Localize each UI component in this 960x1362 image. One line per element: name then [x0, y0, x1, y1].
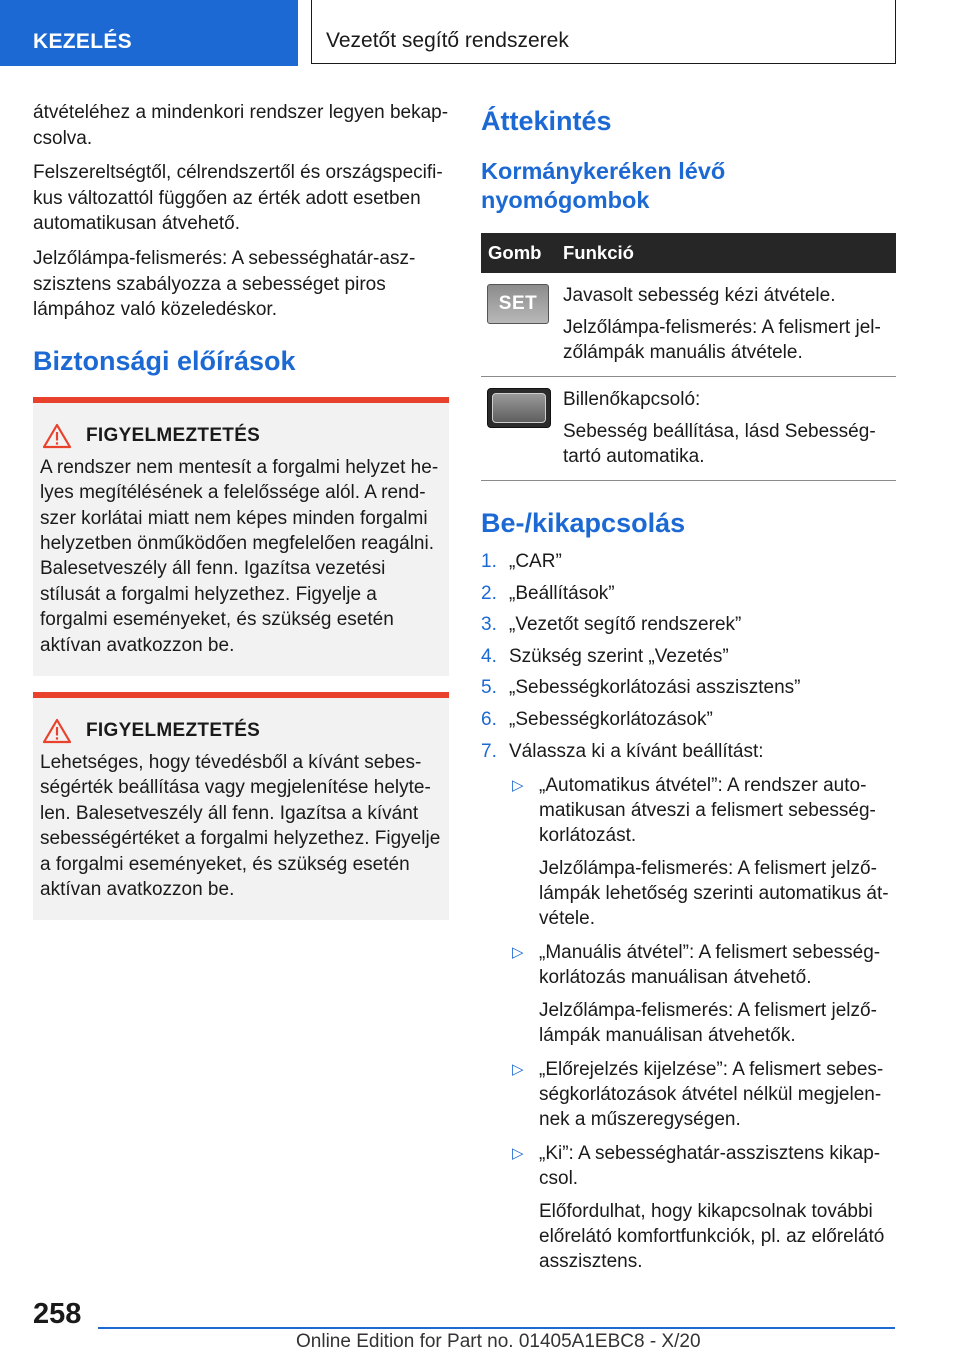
option-text: Jelzőlámpa-felismerés: A felismert jelzőlámpák manuálisan átvehetők.	[539, 999, 877, 1046]
options-list	[509, 773, 896, 1274]
body-paragraph: átvételéhez a mindenkori rendszer legyen bekapcsolva.	[33, 102, 449, 149]
step-text: Válassza ki a kívánt beállítást:	[509, 740, 764, 762]
footer-divider	[98, 1327, 895, 1329]
step-number: 6.	[481, 708, 497, 730]
warning-box	[33, 692, 449, 920]
option-text: „Manuális átvétel”: A felismert sebességkorlátozás manuálisan átvehető.	[539, 941, 881, 988]
option-item	[509, 773, 896, 931]
function-text: Billenőkapcsoló:	[563, 389, 701, 410]
step-number: 3.	[481, 614, 497, 636]
table-cell-function	[563, 377, 896, 481]
warning-header	[40, 718, 441, 744]
triangle-bullet-icon: ▷	[512, 776, 524, 794]
function-text: Sebesség beállítása, lásd Sebességtartó automatika.	[563, 421, 876, 467]
table-cell-button	[481, 273, 563, 377]
function-text: Jelzőlámpa-felismerés: A felismert jelzőlámpák manuális átvétele.	[563, 317, 881, 363]
option-item	[509, 1057, 896, 1132]
triangle-bullet-icon: ▷	[512, 943, 524, 961]
table-cell-function	[563, 273, 896, 377]
buttons-table	[481, 233, 896, 481]
list-item	[481, 739, 896, 1274]
section-title-toggle: Be-/kikapcsolás	[481, 508, 686, 538]
page-header	[0, 0, 960, 66]
body-paragraph: Jelzőlámpa-felismerés: A sebességhatár-aszszisztens szabályozza a sebességet piros lámpához való közeledéskor.	[33, 247, 416, 321]
option-text: „Automatikus átvétel”: A rendszer automatikusan átveszi a felismert sebességkorlátozást.	[539, 774, 876, 846]
step-text: Szükség szerint „Vezetés”	[509, 645, 729, 667]
chapter-tab: Vezetőt segítő rendszerek	[311, 0, 896, 64]
triangle-bullet-icon: ▷	[512, 1144, 524, 1162]
step-text: „Beállítások”	[509, 582, 615, 604]
step-text: „Vezetőt segítő rendszerek”	[509, 614, 742, 636]
warning-text: Lehetséges, hogy tévedésből a kívánt sebességérték beállítása vagy megjelenítése helytelen. Balesetveszély áll fenn. Igazítsa a kívánt sebességértéket a forgalmi helyzethez. Figyelje a forgalmi eseményeket, és szükség esetén aktívan avatkozzon be.	[40, 752, 441, 901]
option-text: Jelzőlámpa-felismerés: A felismert jelzőlámpák lehetőség szerinti automatikus átvétele.	[539, 857, 889, 929]
warning-text: A rendszer nem mentesít a forgalmi helyzet helyes megítélésének a felelőssége alól. A rendszer korlátai miatt nem képes minden forgalmi helyzetben önműködően megfelelően reagálni. Balesetveszély áll fenn. Igazítsa vezetési stílusát a forgalmi helyzethez. Figyelje a forgalmi eseményeket, és szükség esetén aktívan avatkozzon be.	[40, 456, 439, 656]
triangle-bullet-icon: ▷	[512, 1060, 524, 1078]
rocker-switch-icon	[487, 388, 551, 428]
table-header-row	[481, 233, 896, 273]
body-paragraph: Felszereltségtől, célrendszertől és országspecifikus változattól függően az érték adott esetben automatikusan átvehető.	[33, 162, 443, 235]
step-number: 2.	[481, 582, 497, 604]
list-item	[481, 707, 896, 732]
subsection-title-buttons: Kormánykeréken lévő nyomógombok	[481, 158, 726, 213]
footer-edition: Online Edition for Part no. 01405A1EBC8 - X/20	[296, 1331, 701, 1352]
option-text: Előfordulhat, hogy kikapcsolnak további előrelátó komfortfunkciók, pl. az előrelátó asszisztens.	[539, 1200, 885, 1272]
step-number: 1.	[481, 551, 497, 572]
list-item	[481, 644, 896, 669]
option-text: „Ki”: A sebességhatár-asszisztens kikapcsol.	[539, 1142, 881, 1189]
table-header-button: Gomb	[488, 242, 542, 263]
steps-list	[481, 549, 896, 1274]
list-item	[481, 675, 896, 700]
section-tab: KEZELÉS	[0, 0, 298, 66]
table-header-function: Funkció	[563, 242, 634, 263]
warning-title: FIGYELMEZTETÉS	[86, 720, 261, 741]
option-text: „Előrejelzés kijelzése”: A felismert sebességkorlátozások átvétel nélkül megjelennek a műszeregységen.	[539, 1058, 884, 1130]
step-text: „Sebességkorlátozások”	[509, 708, 713, 730]
step-number: 5.	[481, 677, 497, 699]
table-cell-button	[481, 377, 563, 481]
step-number: 7.	[481, 740, 497, 762]
table-row	[481, 273, 896, 377]
warning-triangle-icon	[42, 718, 72, 744]
page-number: 258	[33, 1298, 82, 1330]
table-row	[481, 377, 896, 481]
set-button-icon: SET	[487, 284, 549, 324]
warning-header	[40, 423, 441, 449]
list-item	[481, 612, 896, 637]
option-item	[509, 940, 896, 1048]
warning-triangle-icon	[42, 423, 72, 449]
warning-title: FIGYELMEZTETÉS	[86, 424, 261, 446]
step-text: „Sebességkorlátozási asszisztens”	[509, 677, 801, 699]
section-title-safety: Biztonsági előírások	[33, 345, 296, 376]
left-column	[33, 100, 449, 920]
right-column	[481, 100, 896, 1283]
function-text: Javasolt sebesség kézi átvétele.	[563, 285, 836, 306]
step-number: 4.	[481, 645, 497, 667]
section-title-overview: Áttekintés	[481, 106, 612, 136]
list-item	[481, 581, 896, 606]
option-item	[509, 1141, 896, 1274]
step-text: „CAR”	[509, 551, 562, 572]
warning-box	[33, 397, 449, 676]
list-item	[481, 549, 896, 574]
